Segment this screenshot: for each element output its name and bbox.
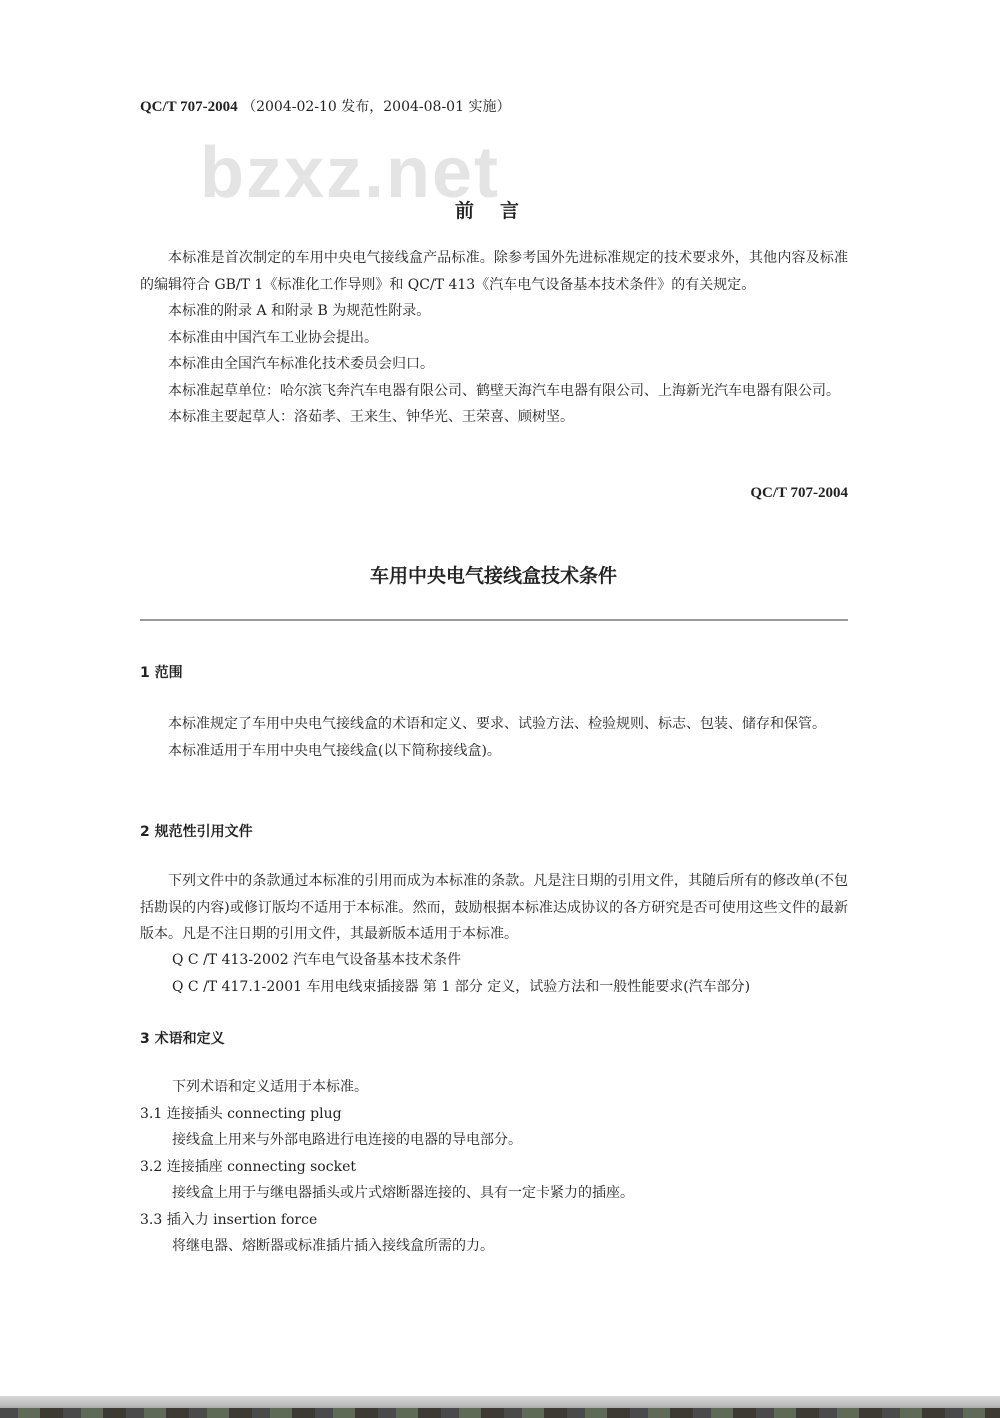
main-title: 车用中央电气接线盒技术条件 — [369, 565, 617, 587]
term-definition: 将继电器、熔断器或标准插片插入接线盒所需的力。 — [172, 1238, 494, 1254]
foreword-paragraph: 本标准的附录 A 和附录 B 为规范性附录。 — [168, 303, 431, 319]
section-2-heading: 2 规范性引用文件 — [140, 824, 253, 840]
term-label: 3.2 连接插座 connecting socket — [140, 1159, 356, 1175]
term-label: 3.1 连接插头 connecting plug — [140, 1106, 342, 1122]
foreword-paragraph: 本标准是首次制定的车用中央电气接线盒产品标准。除参考国外先进标准规定的技术要求外，其他内容及标准的编辑符合 GB/T 1《标准化工作导则》和 QC/T 413《汽车电气设备基本技术条件》的有关规定。 — [140, 250, 848, 293]
section-3-intro: 下列术语和定义适用于本标准。 — [172, 1079, 368, 1095]
section-1-body — [140, 711, 848, 764]
section-1-heading: 1 范围 — [140, 665, 183, 681]
foreword-paragraph: 本标准主要起草人：洛茹孝、王来生、钟华光、王荣喜、顾树坚。 — [168, 409, 574, 425]
title-divider — [140, 619, 848, 621]
bottom-edge-texture — [0, 1408, 1000, 1418]
reference-item: Q C /T 413-2002 汽车电气设备基本技术条件 — [172, 952, 462, 968]
term-definition: 接线盒上用于与继电器插头或片式熔断器连接的、具有一定卡紧力的插座。 — [172, 1185, 634, 1201]
foreword-paragraph: 本标准由中国汽车工业协会提出。 — [168, 329, 378, 346]
term-label: 3.3 插入力 insertion force — [140, 1212, 318, 1228]
foreword-body — [140, 245, 848, 431]
reference-item: Q C /T 417.1-2001 车用电线束插接器 第 1 部分 定义，试验方法和一般性能要求(汽车部分) — [172, 979, 751, 995]
section-3-heading: 3 术语和定义 — [140, 1031, 225, 1047]
term-definition: 接线盒上用来与外部电路进行电连接的电器的导电部分。 — [172, 1132, 522, 1148]
header-standard-code: QC/T 707-2004 — [140, 99, 238, 115]
header-dates: （2004-02-10 发布，2004-08-01 实施） — [242, 99, 511, 115]
foreword-paragraph: 本标准起草单位：哈尔滨飞奔汽车电器有限公司、鹤壁天海汽车电器有限公司、上海新光汽车电器有限公司。 — [168, 382, 840, 399]
section-paragraph: 本标准适用于车用中央电气接线盒(以下简称接线盒)。 — [168, 742, 501, 759]
publication-header — [140, 96, 510, 116]
bottom-edge-band — [0, 1396, 1000, 1418]
section-paragraph: 下列文件中的条款通过本标准的引用而成为本标准的条款。凡是注日期的引用文件，其随后所有的修改单(不包括勘误的内容)或修订版均不适用于本标准。然而，鼓励根据本标准达成协议的各方研究是否可使用这些文件的最新版本。凡是不注日期的引用文件，其最新版本适用于本标准。 — [140, 873, 848, 942]
foreword-title: 前言 — [454, 200, 545, 222]
section-2-body — [140, 868, 848, 948]
foreword-paragraph: 本标准由全国汽车标准化技术委员会归口。 — [168, 356, 434, 372]
standard-code: QC/T 707-2004 — [750, 485, 848, 501]
section-paragraph: 本标准规定了车用中央电气接线盒的术语和定义、要求、试验方法、检验规则、标志、包装、储存和保管。 — [168, 716, 826, 732]
watermark: bzxz.net — [200, 133, 501, 213]
